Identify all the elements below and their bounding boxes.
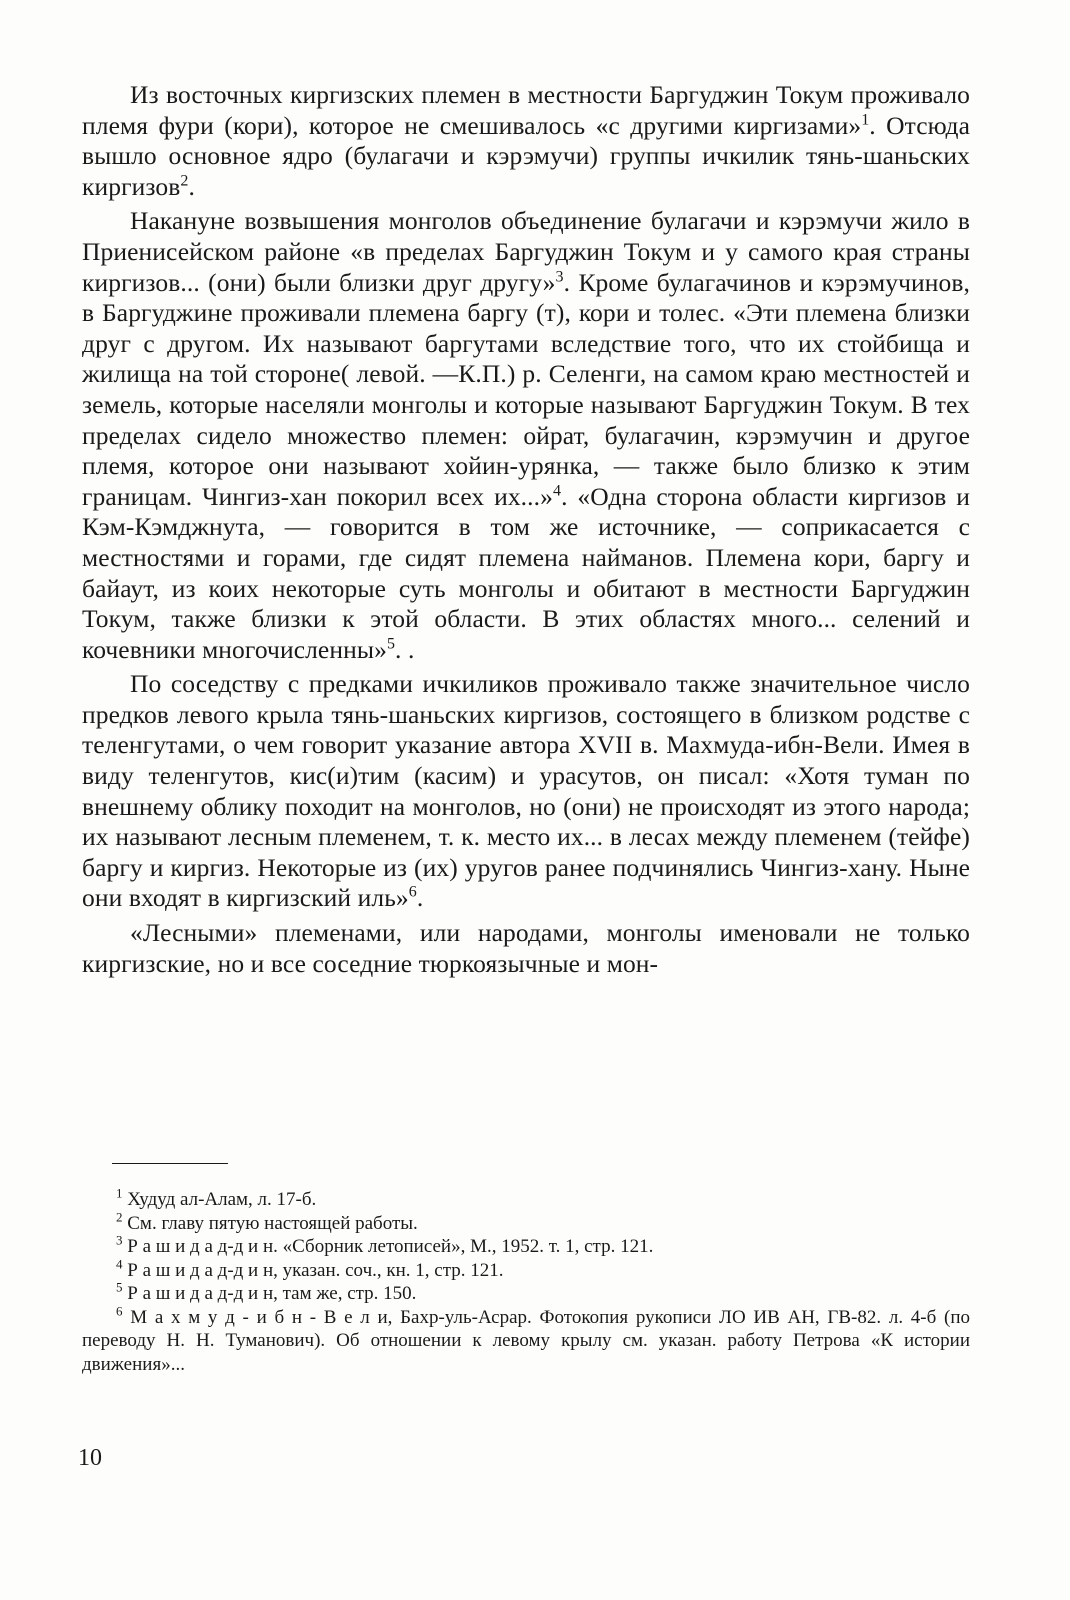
text-run: По соседству с предками ичкиликов проживало также значительное число предков левого крыла тянь-шаньских киргизов, состоящего в близком родстве с теленгутами, о чем говорит указание автора XVII в. Махмуда-ибн-Вели. Имея в виду теленгутов, кис(и)тим (касим) и урасутов, он писал: «Хотя туман по внешнему облику походит на монголов, но (они) не происходят из этого народа; их называют лесным племенем, т. к. место их... в лесах между племенем (тейфе) баргу и киргиз. Некоторые из (их) уругов ранее подчинялись Чингиз-хану. Ныне они входят в киргизский иль» (82, 669, 970, 913)
text-run: . Отсюда вышло основное ядро (булагачи и кэрэмучи) группы ичкилик тянь-шаньских киргизов (82, 110, 970, 201)
footnote-text: Худуд ал-Алам, л. 17-б. (122, 1189, 317, 1210)
paragraph (82, 80, 970, 202)
footnote-number: 4 (116, 1256, 123, 1272)
footnote (82, 1279, 970, 1306)
text-run: Накануне возвышения монголов объединение булагачи и кэрэмучи жило в Приенисейском районе «в пределах Баргуджин Токум и у самого края страны киргизов... (они) были близки друг другу» (82, 206, 970, 297)
footnote (82, 1232, 970, 1259)
text-run: . . (395, 634, 415, 664)
footnote-text: Р а ш и д а д-д и н. «Сборник летописей», М., 1952. т. 1, стр. 121. (122, 1236, 654, 1257)
footnote-text: См. главу пятую настоящей работы. (122, 1212, 418, 1234)
paragraph (82, 918, 970, 979)
text-run: . «Одна сторона области киргизов и Кэм-Кэмджнута, — говорится в том же источнике, — соприкасается с местностями и горами, где сидят племена найманов. Племена кори, баргу и байаут, из коих некоторые суть монголы и обитают в местности Баргуджин Токум, также близки к этой области. В этих областях много... селений и кочевники многочисленны» (82, 481, 970, 664)
text-run: . (416, 883, 424, 913)
paragraph (82, 669, 970, 914)
footnote-ref: 5 (386, 635, 396, 653)
paragraph (82, 206, 970, 665)
footnote-separator (112, 1163, 228, 1164)
text-run: . Кроме булагачинов и кэрэмучинов, в Баргуджине проживали племена баргу (т), кори и толес. «Эти племена близки друг с другом. Их называют баргутами вследствие того, что их стойбища и жилища на той стороне( левой. —К.П.) р. Селенги, на самом краю местностей и земель, которые населяли монголы и которые называют Баргуджин Токум. В тех пределах сидело множество племен: ойрат, булагачин, кэрэмучин и другое племя, которое они называют хойин-урянка, — также было близко к этим границам. Чингиз-хан покорил всех их...» (82, 267, 971, 511)
footnotes (82, 1185, 970, 1376)
footnote-text: Р а ш и д а д-д и н, указан. соч., кн. 1, стр. 121. (122, 1259, 504, 1281)
footnote-text: Р а ш и д а д-д и н, там же, стр. 150. (122, 1283, 417, 1304)
text-run: Из восточных киргизских племен в местности Баргуджин Токум проживало племя фури (кори), которое не смешивалось «с другими киргизами» (82, 80, 970, 140)
footnote-ref: 6 (408, 883, 417, 901)
footnote-number: 6 (116, 1303, 123, 1319)
footnote-number: 2 (116, 1209, 123, 1225)
page-number: 10 (78, 1445, 102, 1471)
footnote-number: 1 (116, 1185, 123, 1201)
footnote-number: 5 (116, 1279, 123, 1295)
footnote-ref: 3 (555, 268, 564, 286)
footnote-ref: 4 (552, 482, 562, 500)
text-run: «Лесными» племенами, или народами, монголы именовали не только киргизские, но и все соседние тюркоязычные и мон- (82, 918, 970, 978)
text-run: . (188, 171, 195, 201)
footnote (82, 1209, 970, 1236)
footnote (82, 1185, 970, 1212)
main-text (82, 80, 970, 979)
footnote-ref: 2 (180, 172, 189, 190)
footnote-ref: 1 (861, 111, 870, 129)
footnote-text: М а х м у д - и б н - В е л и, Бахр-уль-Асрар. Фотокопия рукописи ЛО ИВ АН, ГВ-82. л. 4-б (по переводу Н. Н. Туманович). Об отношении к левому крылу см. указан. работу Петрова «К истории движения»... (82, 1306, 970, 1375)
footnote (82, 1303, 970, 1377)
footnote (82, 1256, 970, 1283)
footnote-number: 3 (116, 1232, 123, 1248)
